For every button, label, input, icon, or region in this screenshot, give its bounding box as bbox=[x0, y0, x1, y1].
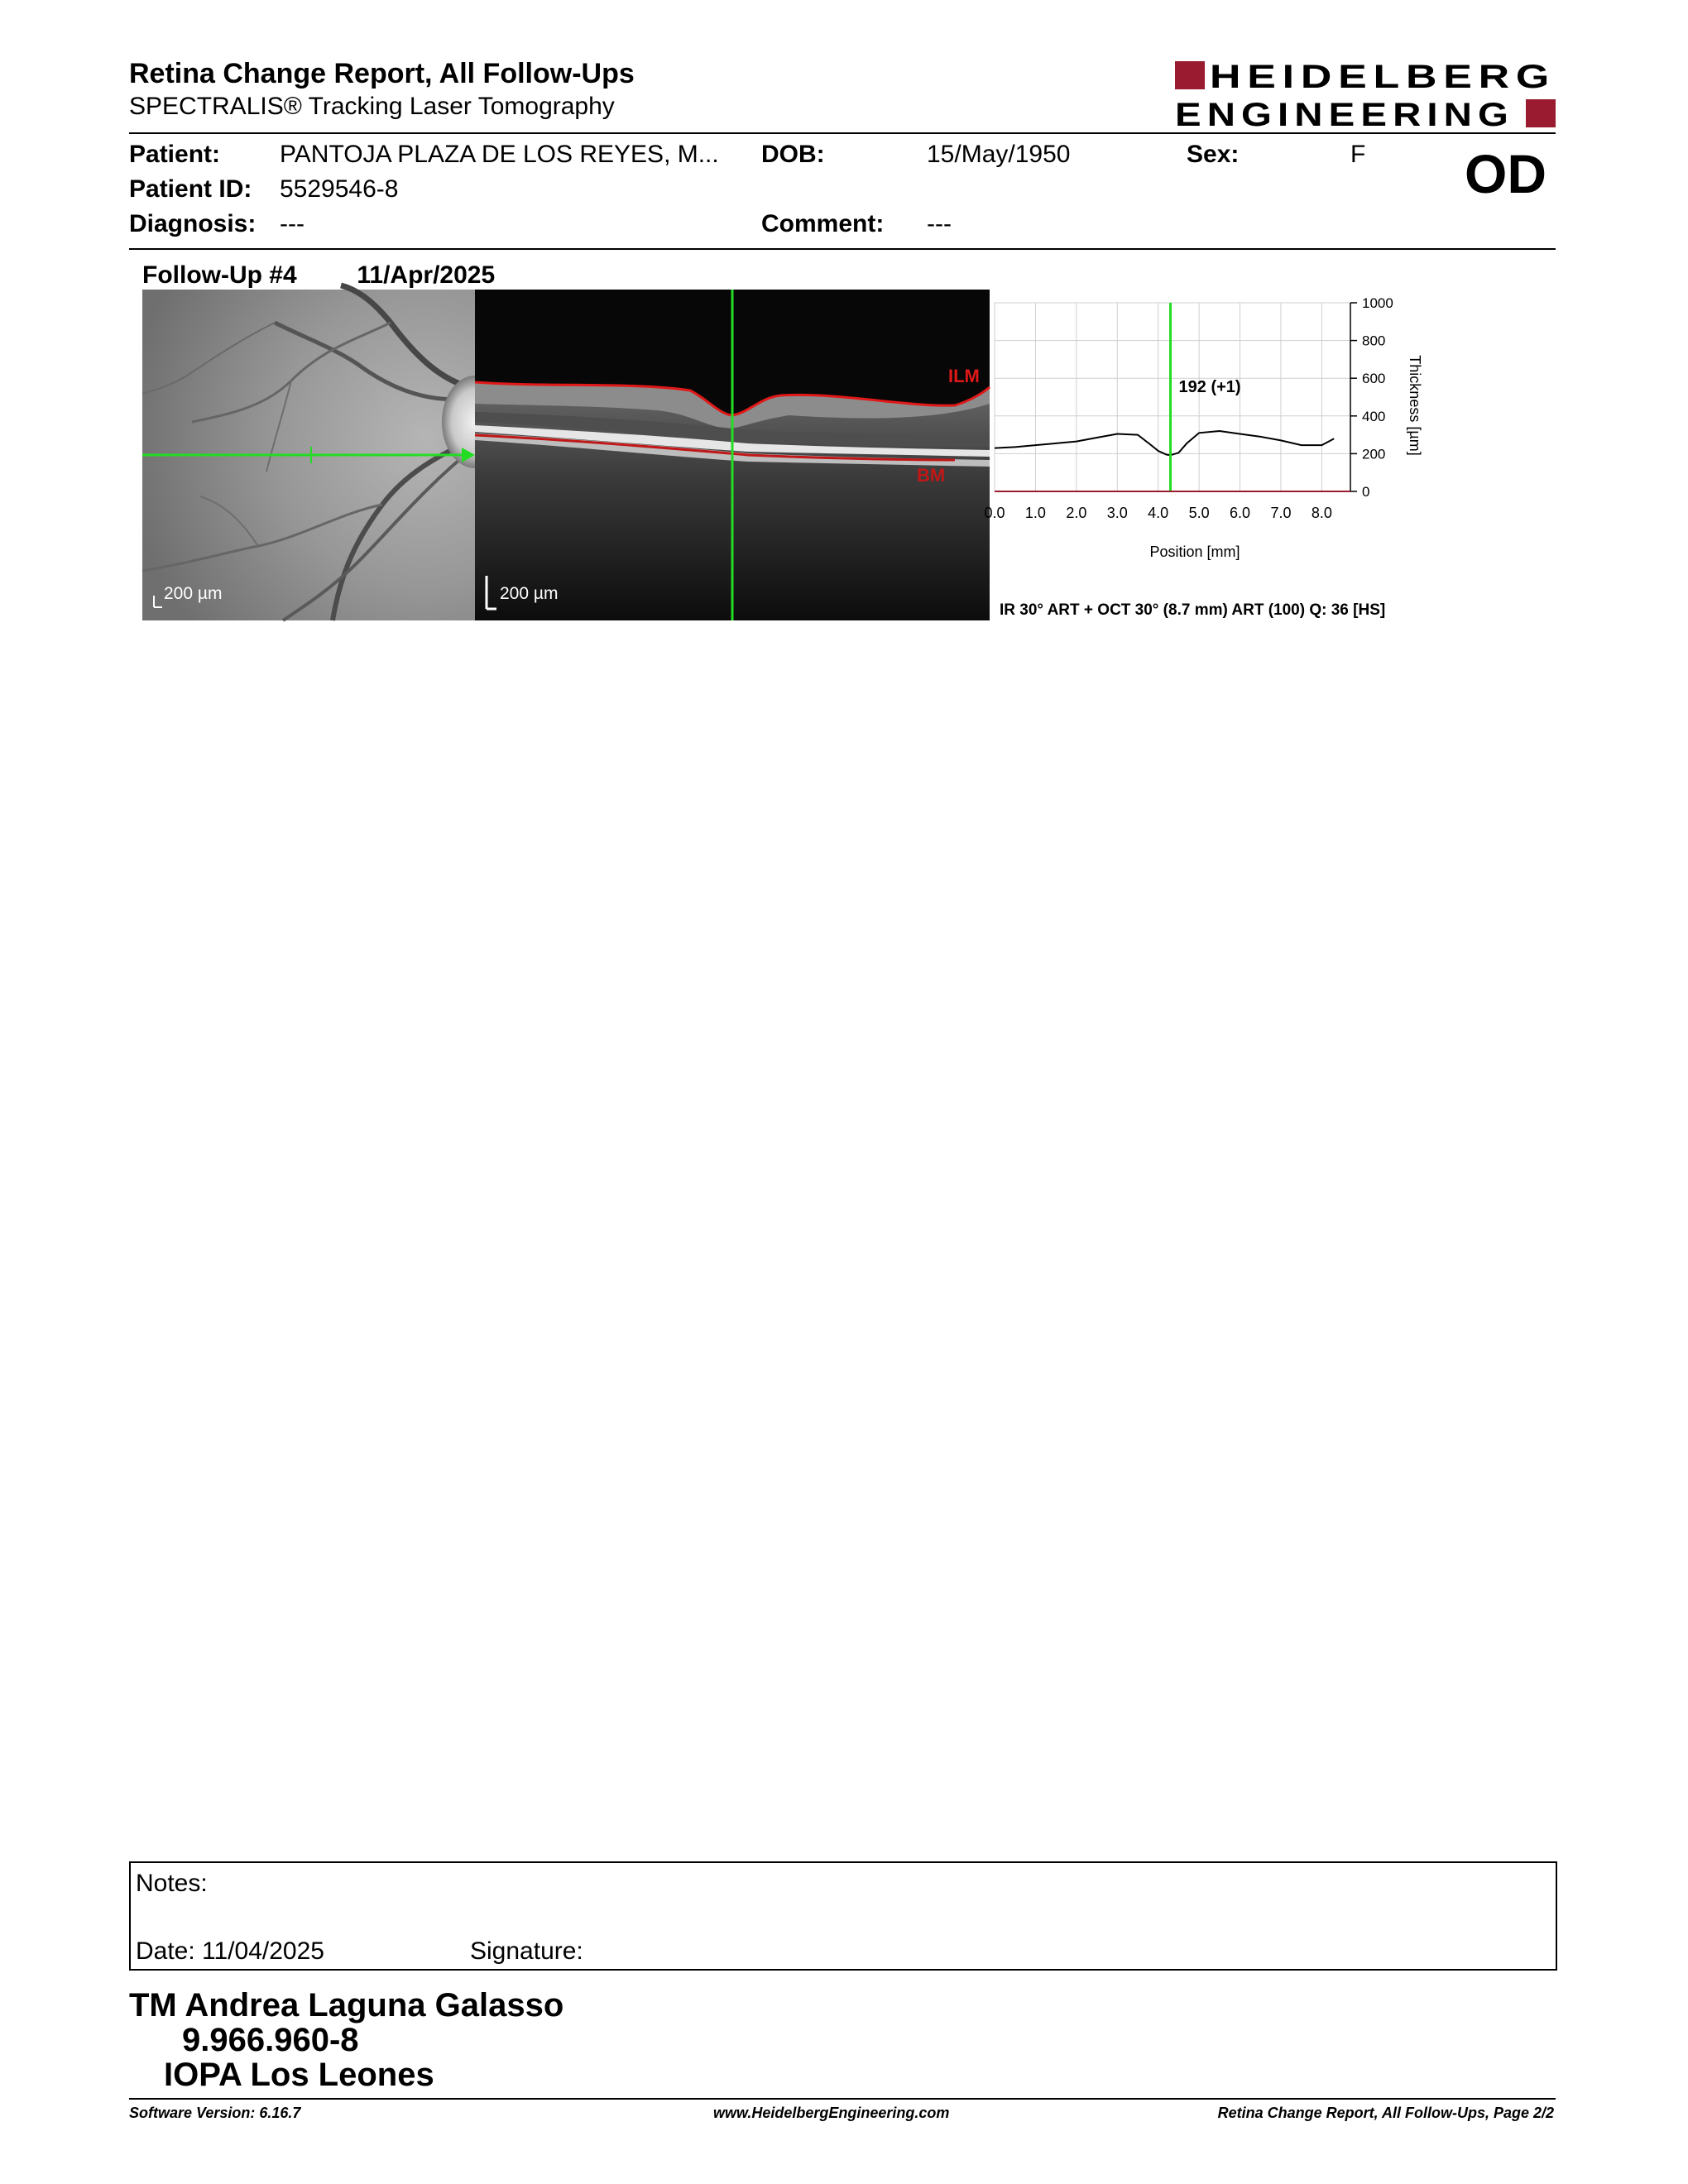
notes-box bbox=[129, 1861, 1557, 1971]
report-title: Retina Change Report, All Follow-Ups bbox=[129, 58, 635, 89]
date-label: Date: 11/04/2025 bbox=[136, 1937, 324, 1965]
thickness-chart bbox=[984, 290, 1436, 571]
ir-scale-label: 200 µm bbox=[164, 584, 223, 603]
diagnosis-value: --- bbox=[280, 210, 305, 237]
chart-ytick-label: 0 bbox=[1362, 484, 1370, 500]
signer-id: 9.966.960-8 bbox=[182, 2022, 359, 2058]
chart-ylabel: Thickness [µm] bbox=[1407, 355, 1423, 456]
report-subtitle: SPECTRALIS® Tracking Laser Tomography bbox=[129, 93, 615, 120]
chart-ytick-label: 1000 bbox=[1362, 295, 1393, 311]
notes-label: Notes: bbox=[136, 1870, 208, 1897]
patient-id-label: Patient ID: bbox=[129, 175, 252, 203]
ilm-label: ILM bbox=[948, 366, 980, 386]
chart-xtick-label: 4.0 bbox=[1148, 505, 1169, 521]
dob-label: DOB: bbox=[761, 141, 825, 168]
website-link[interactable]: www.HeidelbergEngineering.com bbox=[713, 2105, 950, 2121]
chart-xtick-label: 3.0 bbox=[1106, 505, 1128, 521]
chart-xtick-label: 0.0 bbox=[984, 505, 1005, 521]
patient-name: PANTOJA PLAZA DE LOS REYES, M... bbox=[280, 141, 719, 168]
patient-rule bbox=[129, 248, 1556, 250]
chart-xlabel: Position [mm] bbox=[1149, 544, 1240, 560]
chart-grid bbox=[995, 303, 1350, 491]
comment-label: Comment: bbox=[761, 210, 885, 237]
software-version: Software Version: 6.16.7 bbox=[129, 2105, 301, 2121]
page-indicator: Retina Change Report, All Follow-Ups, Page 2/2 bbox=[1217, 2105, 1554, 2121]
acquisition-info: IR 30° ART + OCT 30° (8.7 mm) ART (100) Q: 36 [HS] bbox=[1000, 601, 1386, 619]
signer-name: TM Andrea Laguna Galasso bbox=[129, 1987, 564, 2024]
ir-fundus-image bbox=[142, 290, 475, 620]
logo-line1: HEIDELBERG bbox=[1210, 59, 1556, 95]
dob-value: 15/May/1950 bbox=[927, 141, 1071, 168]
oct-bscan-image bbox=[475, 290, 990, 620]
bm-label: BM bbox=[917, 465, 946, 486]
comment-value: --- bbox=[927, 210, 952, 237]
followup-label: Follow-Up #4 bbox=[142, 261, 297, 289]
sex-label: Sex: bbox=[1187, 141, 1240, 168]
chart-xtick-label: 1.0 bbox=[1024, 505, 1046, 521]
oct-bscan-drawing bbox=[475, 290, 990, 620]
signer-org: IOPA Los Leones bbox=[164, 2057, 434, 2093]
chart-xtick-label: 7.0 bbox=[1270, 505, 1292, 521]
chart-ytick-label: 200 bbox=[1362, 446, 1386, 462]
followup-heading bbox=[142, 261, 495, 290]
chart-xtick-label: 2.0 bbox=[1066, 505, 1087, 521]
diagnosis-label: Diagnosis: bbox=[129, 210, 257, 237]
patient-label: Patient: bbox=[129, 141, 221, 168]
chart-xtick-label: 6.0 bbox=[1230, 505, 1251, 521]
ir-fundus-drawing bbox=[142, 290, 475, 620]
sex-value: F bbox=[1350, 141, 1366, 168]
chart-ytick-label: 800 bbox=[1362, 333, 1386, 349]
chart-marker-label: 192 (+1) bbox=[1178, 378, 1241, 396]
chart-plot-area bbox=[995, 303, 1350, 491]
oct-scale-label: 200 µm bbox=[500, 584, 559, 603]
followup-date: 11/Apr/2025 bbox=[357, 261, 496, 289]
signature-label: Signature: bbox=[470, 1937, 583, 1965]
chart-ytick-label: 600 bbox=[1362, 371, 1386, 387]
patient-id-value: 5529546-8 bbox=[280, 175, 399, 203]
footer-rule bbox=[129, 2098, 1556, 2100]
chart-ytick-label: 400 bbox=[1362, 408, 1386, 424]
chart-xtick-label: 8.0 bbox=[1311, 505, 1332, 521]
heidelberg-logo bbox=[1175, 56, 1556, 131]
header-rule bbox=[129, 132, 1556, 134]
logo-line2: ENGINEERING bbox=[1175, 97, 1514, 133]
chart-xtick-label: 5.0 bbox=[1188, 505, 1210, 521]
eye-indicator: OD bbox=[1465, 143, 1547, 204]
